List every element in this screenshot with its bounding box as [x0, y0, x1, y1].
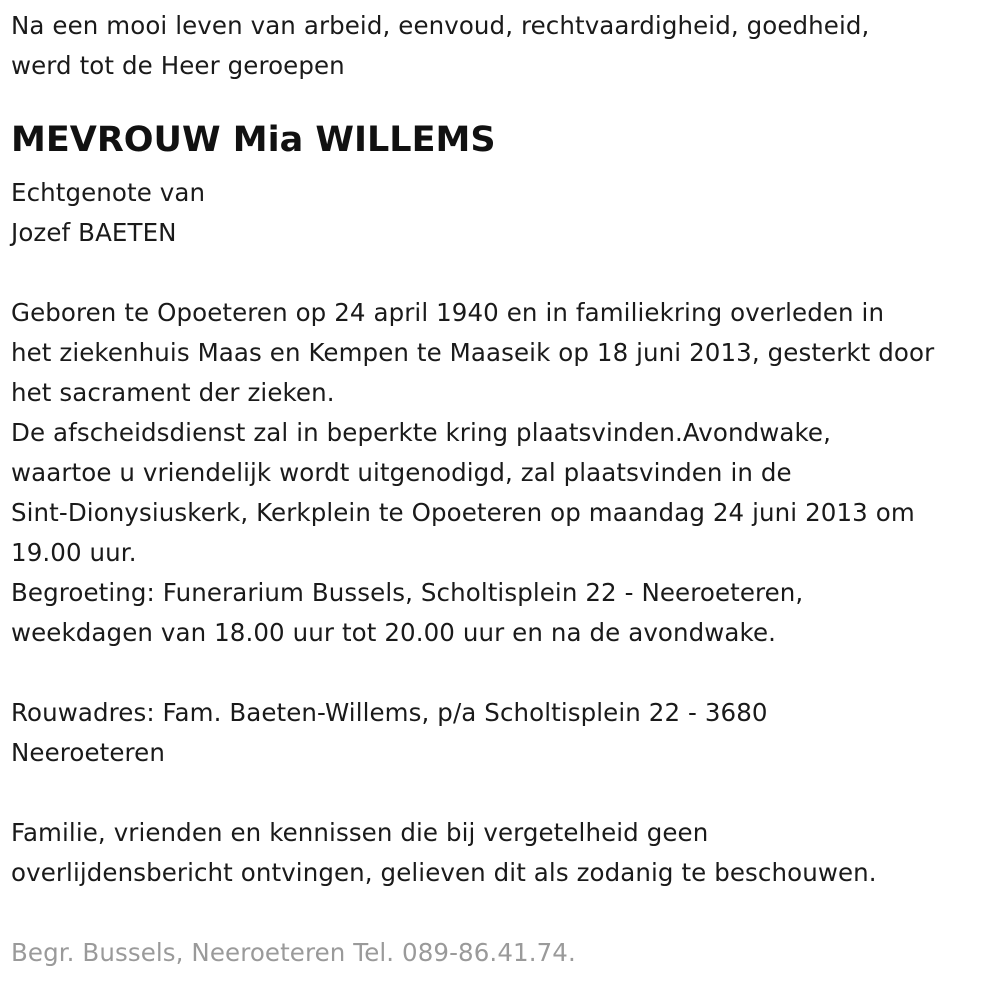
details-line: De afscheidsdienst zal in beperkte kring plaatsvinden.Avondwake, [11, 418, 831, 447]
details-line: Geboren te Opoeteren op 24 april 1940 en in familiekring overleden in [11, 298, 885, 327]
notice-line: Familie, vrienden en kennissen die bij vergetelheid geen [11, 818, 709, 847]
intro-text [11, 6, 996, 86]
funeral-home-footer: Begr. Bussels, Neeroeteren Tel. 089-86.41.74. [11, 938, 576, 967]
notice-text [11, 813, 996, 893]
intro-line: Na een mooi leven van arbeid, eenvoud, rechtvaardigheid, goedheid, [11, 11, 870, 40]
obituary-notice [11, 6, 996, 973]
details-line: weekdagen van 18.00 uur tot 20.00 uur en na de avondwake. [11, 618, 777, 647]
address-line: Neeroeteren [11, 738, 165, 767]
spacer [11, 253, 996, 293]
address-line: Rouwadres: Fam. Baeten-Willems, p/a Scholtisplein 22 - 3680 [11, 698, 768, 727]
spacer [11, 653, 996, 693]
spacer [11, 773, 996, 813]
spouse-info [11, 173, 996, 253]
mourning-address [11, 693, 996, 773]
details-line: het ziekenhuis Maas en Kempen te Maaseik op 18 juni 2013, gesterkt door [11, 338, 935, 367]
spacer [11, 893, 996, 933]
deceased-name: MEVROUW Mia WILLEMS [11, 120, 496, 160]
details-text [11, 293, 996, 653]
spouse-line: Jozef BAETEN [11, 218, 177, 247]
details-line: 19.00 uur. [11, 538, 137, 567]
details-line: waartoe u vriendelijk wordt uitgenodigd, zal plaatsvinden in de [11, 458, 792, 487]
spouse-line: Echtgenote van [11, 178, 206, 207]
intro-line: werd tot de Heer geroepen [11, 51, 345, 80]
notice-line: overlijdensbericht ontvingen, gelieven dit als zodanig te beschouwen. [11, 858, 877, 887]
details-line: Sint-Dionysiuskerk, Kerkplein te Opoeteren op maandag 24 juni 2013 om [11, 498, 915, 527]
details-line: het sacrament der zieken. [11, 378, 335, 407]
details-line: Begroeting: Funerarium Bussels, Scholtisplein 22 - Neeroeteren, [11, 578, 804, 607]
